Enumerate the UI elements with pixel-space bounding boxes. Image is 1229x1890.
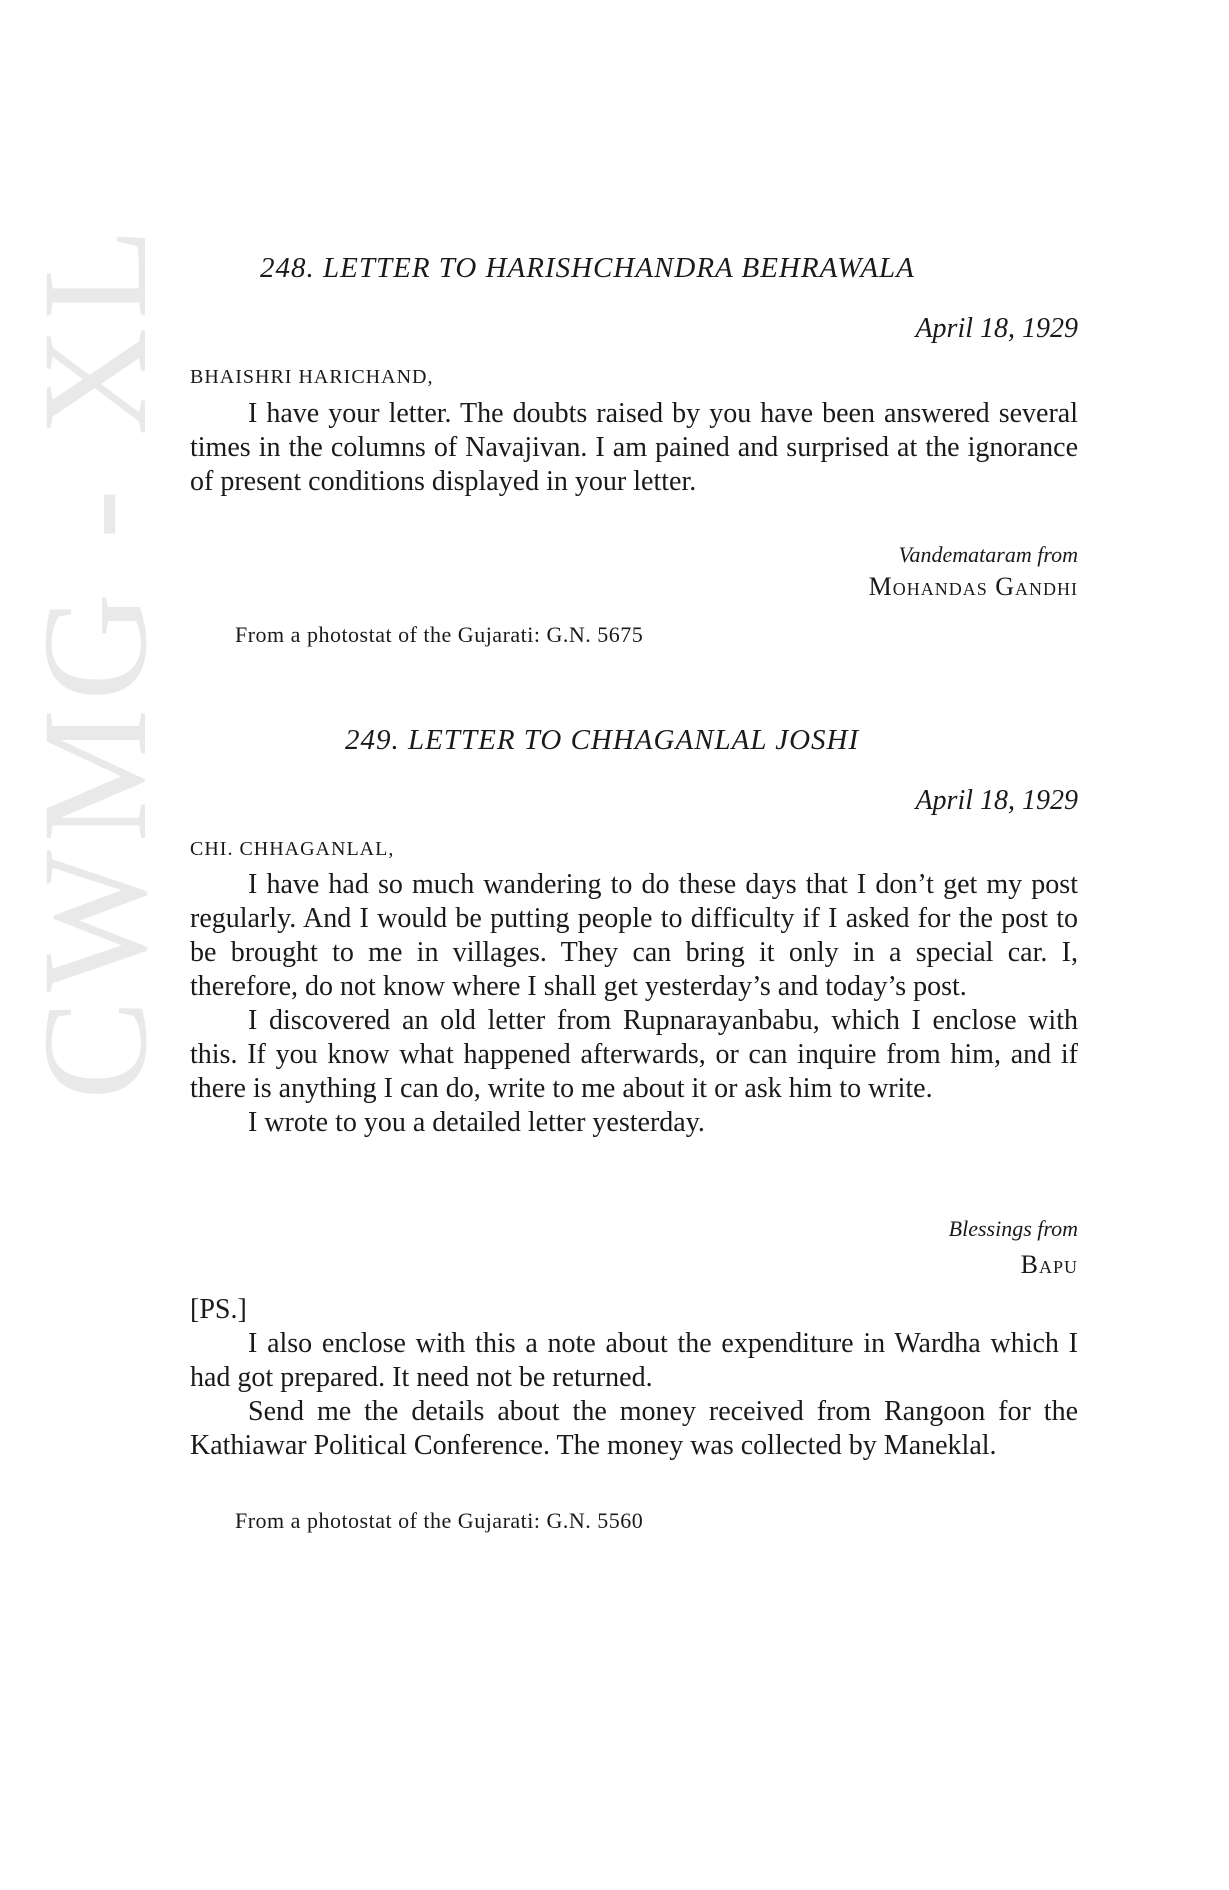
- salutation: BHAISHRI HARICHAND,: [190, 366, 434, 388]
- letter-heading: 248. LETTER TO HARISHCHANDRA BEHRAWALA: [260, 252, 915, 284]
- closing: Vandemataram from: [898, 542, 1078, 567]
- paragraph: I have your letter. The doubts raised by you have been answered several times in the columns of Navajivan. I am pained and surprised at the ignorance of present conditions displayed in your letter.: [190, 398, 1078, 497]
- signature: Bapu: [1020, 1250, 1078, 1279]
- closing: Blessings from: [948, 1216, 1078, 1241]
- letter-body: [190, 397, 1078, 499]
- paragraph: I wrote to you a detailed letter yesterday.: [248, 1107, 705, 1138]
- letter-date: April 18, 1929: [915, 313, 1078, 344]
- source-note: From a photostat of the Gujarati: G.N. 5560: [235, 1508, 644, 1533]
- letter-heading: 249. LETTER TO CHHAGANLAL JOSHI: [345, 724, 860, 756]
- ps-body: [190, 1327, 1078, 1463]
- letter-date: April 18, 1929: [915, 785, 1078, 816]
- letter-body: [190, 868, 1078, 1140]
- paragraph: Send me the details about the money received from Rangoon for the Kathiawar Political Conference. The money was collected by Maneklal.: [190, 1396, 1078, 1461]
- ps-label: [PS.]: [190, 1294, 247, 1325]
- paragraph: I discovered an old letter from Rupnarayanbabu, which I enclose with this. If you know what happened afterwards, or can inquire from him, and if there is anything I can do, write to me about it or ask him to write.: [190, 1005, 1078, 1104]
- watermark: CWMG - XL: [12, 219, 178, 1100]
- paragraph: I have had so much wandering to do these days that I don’t get my post regularly. And I would be putting people to difficulty if I asked for the post to be brought to me in villages. They can bring it only in a special car. I, therefore, do not know where I shall get yesterday’s and today’s post.: [190, 869, 1078, 1002]
- source-note: From a photostat of the Gujarati: G.N. 5675: [235, 622, 644, 647]
- paragraph: I also enclose with this a note about the expenditure in Wardha which I had got prepared. It need not be returned.: [190, 1328, 1078, 1393]
- signature: Mohandas Gandhi: [868, 572, 1078, 601]
- salutation: CHI. CHHAGANLAL,: [190, 838, 395, 860]
